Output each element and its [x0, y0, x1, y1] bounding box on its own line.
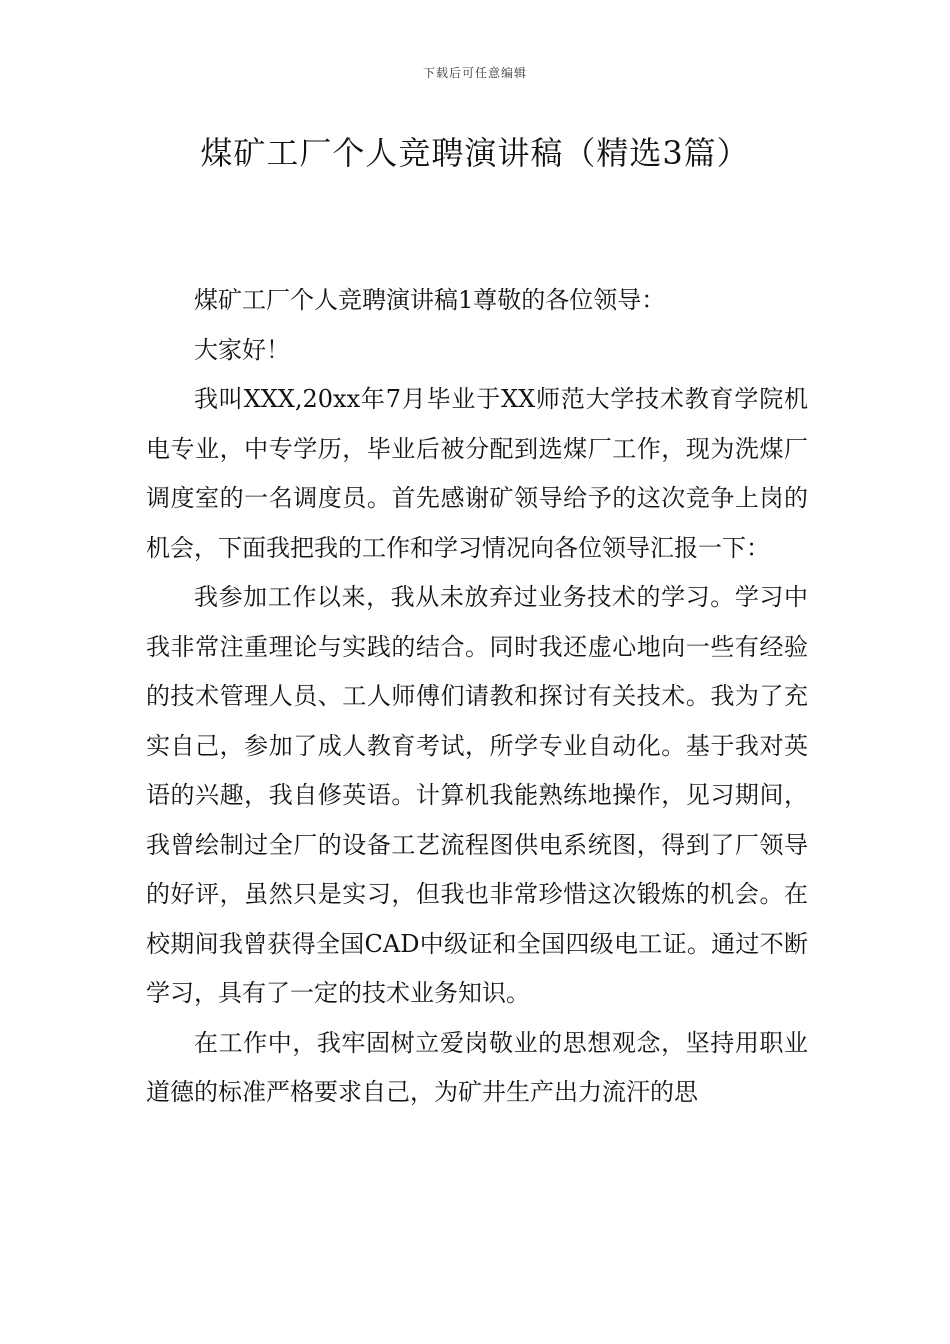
paragraph-work-attitude: 在工作中，我牢固树立爱岗敬业的思想观念，坚持用职业道德的标准严格要求自己，为矿井生产出力流汗的思	[146, 1028, 808, 1106]
document-body	[146, 276, 808, 1118]
paragraph-salutation: 大家好！	[194, 335, 290, 364]
paragraph-study: 我参加工作以来，我从未放弃过业务技术的学习。学习中我非常注重理论与实践的结合。同时我还虚心地向一些有经验的技术管理人员、工人师傅们请教和探讨有关技术。我为了充实自己，参加了成人教育考试，所学专业自动化。基于我对英语的兴趣，我自修英语。计算机我能熟练地操作，见习期间，我曾绘制过全厂的设备工艺流程图供电系统图，得到了厂领导的好评，虽然只是实习，但我也非常珍惜这次锻炼的机会。在校期间我曾获得全国CAD中级证和全国四级电工证。通过不断学习，具有了一定的技术业务知识。	[146, 583, 808, 1007]
paragraph-greeting-line: 煤矿工厂个人竞聘演讲稿1尊敬的各位领导：	[194, 286, 666, 314]
paragraph-introduction: 我叫XXX,20xx年7月毕业于XX师范大学技术教育学院机电专业，中专学历，毕业后被分配到选煤厂工作，现为洗煤厂调度室的一名调度员。首先感谢矿领导给予的这次竞争上岗的机会，下面我把我的工作和学习情况向各位领导汇报一下：	[146, 385, 808, 562]
document-title: 煤矿工厂个人竞聘演讲稿（精选3篇）	[200, 134, 750, 172]
page-header-note: 下载后可任意编辑	[422, 66, 527, 80]
